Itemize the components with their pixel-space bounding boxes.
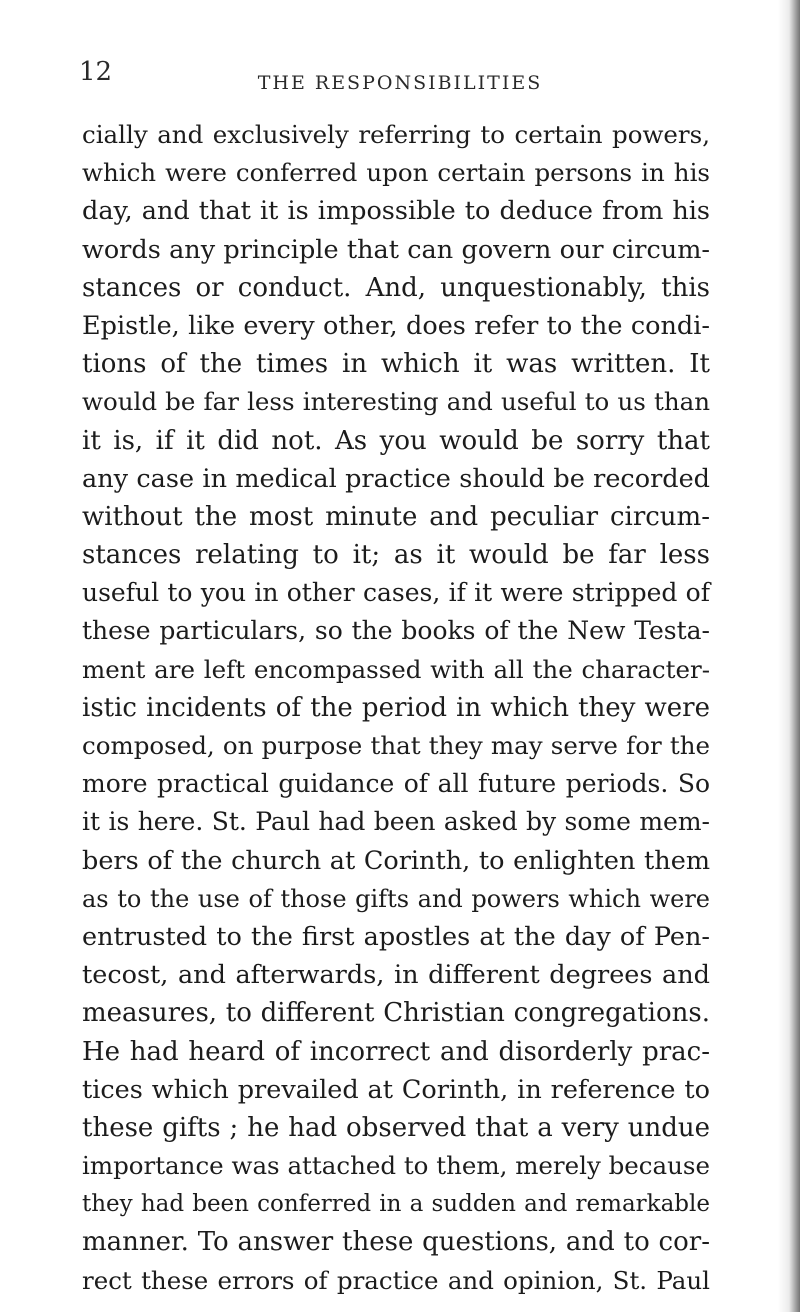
text-line: ment are left encompassed with all the character- (82, 654, 710, 684)
text-line: words any principle that can govern our circum- (82, 234, 710, 265)
text-line: He had heard of incorrect and disorderly prac- (82, 1036, 710, 1067)
text-line: stances or conduct. And, unquestionably, this (82, 272, 710, 303)
text-line: it is here. St. Paul had been asked by some mem- (82, 807, 710, 837)
text-line: without the most minute and peculiar circum- (82, 501, 710, 532)
text-line: these gifts ; he had observed that a very undue (82, 1112, 710, 1143)
text-line: measures, to different Christian congregations. (82, 998, 710, 1029)
page-edge-shadow (778, 0, 800, 1312)
text-line: more practical guidance of all future periods. So (82, 769, 710, 799)
text-line: these particulars, so the books of the New Testa- (82, 616, 710, 646)
text-line: manner. To answer these questions, and to cor- (82, 1227, 710, 1258)
text-line: useful to you in other cases, if it were stripped of (82, 578, 710, 608)
text-line: which were conferred upon certain persons in his (82, 158, 710, 188)
text-line: it is, if it did not. As you would be sorry that (82, 425, 710, 456)
text-line: as to the use of those gifts and powers which were (82, 884, 710, 913)
text-line: would be far less interesting and useful to us than (82, 387, 710, 417)
text-line: any case in medical practice should be recorded (82, 463, 710, 494)
text-line: Epistle, like every other, does refer to the condi- (82, 310, 710, 341)
text-line: stances relating to it; as it would be far less (82, 540, 710, 571)
text-line: istic incidents of the period in which they were (82, 692, 710, 723)
text-line: entrusted to the first apostles at the day of Pen- (82, 921, 710, 952)
running-head: THE RESPONSIBILITIES (257, 72, 543, 94)
text-line: day, and that it is impossible to deduce from his (82, 196, 710, 227)
text-line: importance was attached to them, merely because (82, 1151, 710, 1181)
text-line: bers of the church at Corinth, to enlighten them (82, 845, 710, 876)
text-line: tions of the times in which it was written. It (82, 349, 710, 380)
text-line: composed, on purpose that they may serve for the (82, 731, 710, 760)
text-line: they had been conferred in a sudden and remarkable (82, 1191, 710, 1218)
text-line: cially and exclusively referring to certain powers, (82, 120, 710, 149)
text-line: rect these errors of practice and opinion, St. Paul (82, 1265, 710, 1295)
text-line: tecost, and afterwards, in different degrees and (82, 960, 710, 991)
body-text (82, 116, 710, 1300)
page-number: 12 (79, 57, 113, 87)
text-line: tices which prevailed at Corinth, in reference to (82, 1074, 710, 1105)
